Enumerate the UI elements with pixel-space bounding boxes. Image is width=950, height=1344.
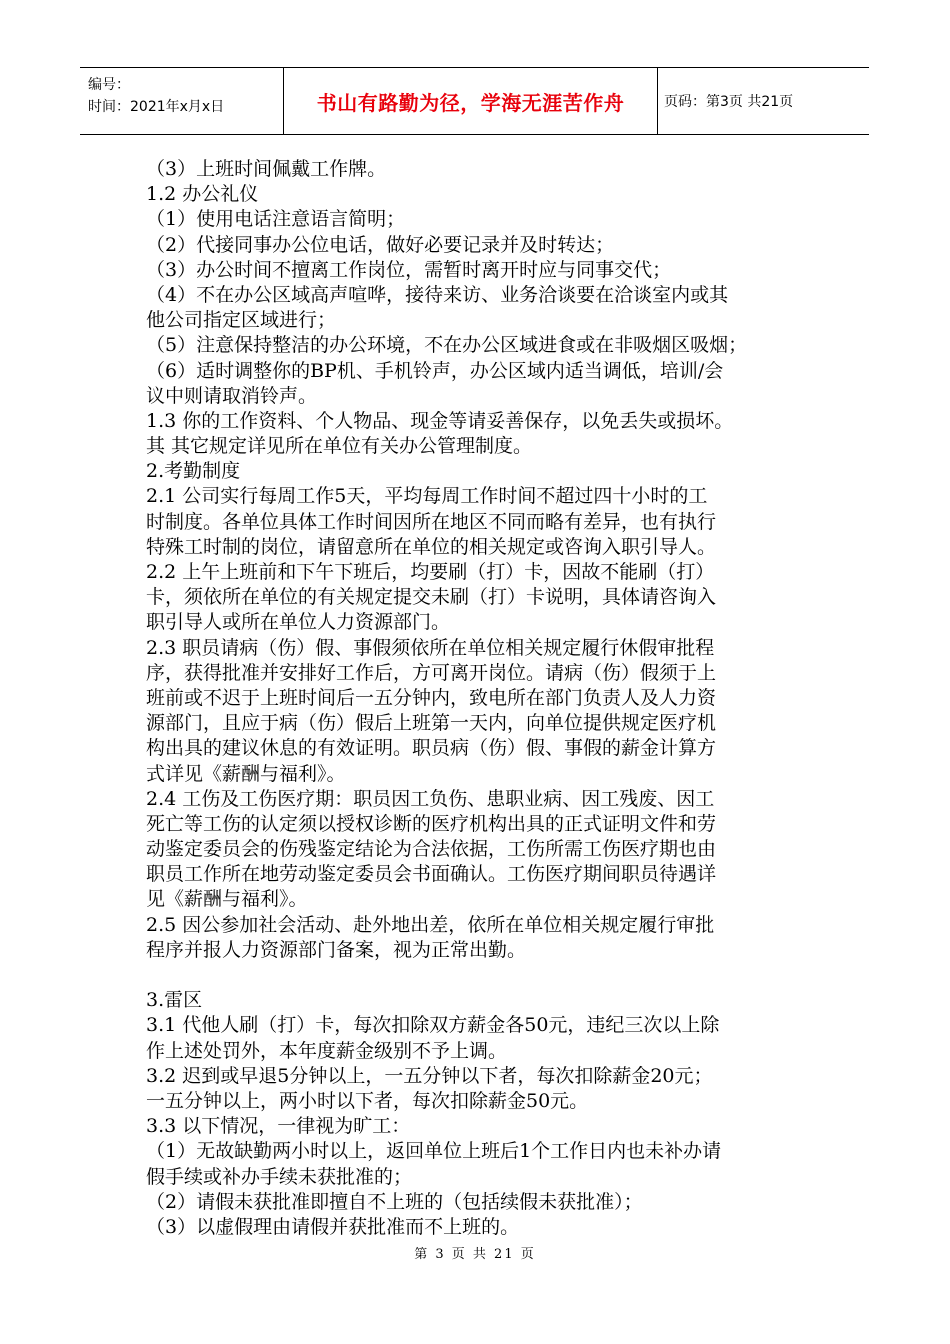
body-line: 他公司指定区域进行； [146, 309, 337, 332]
body-line: 职引导人或所在单位人力资源部门。 [146, 611, 451, 634]
body-line: （6）适时调整你的BP机、手机铃声，办公区域内适当调低，培训/会 [146, 359, 724, 382]
header-page-info: 页码：第3页 共21页 [664, 94, 794, 110]
body-line: 3.雷区 [146, 989, 203, 1012]
body-line: 3.1 代他人刷（打）卡，每次扣除双方薪金各50元，违纪三次以上除 [146, 1014, 720, 1037]
body-line: （1）使用电话注意语言简明； [146, 208, 406, 231]
body-line: 构出具的建议休息的有效证明。职员病（伤）假、事假的薪金计算方 [146, 737, 717, 760]
document-date: 时间：2021年x月x日 [88, 99, 225, 115]
body-line: 1.2 办公礼仪 [146, 183, 259, 206]
body-line: 一五分钟以上，两小时以下者，每次扣除薪金50元。 [146, 1089, 589, 1112]
header-meta-cell [80, 68, 284, 134]
body-line: 1.3 你的工作资料、个人物品、现金等请妥善保存，以免丢失或损坏。 [146, 409, 734, 432]
body-line: 议中则请取消铃声。 [146, 384, 318, 407]
body-line: 见《薪酬与福利》。 [146, 888, 308, 911]
body-line: 程序并报人力资源部门备案，视为正常出勤。 [146, 938, 527, 961]
body-line: 卡，须依所在单位的有关规定提交未刷（打）卡说明，具体请咨询入 [146, 586, 717, 609]
body-line: 2.3 职员请病（伤）假、事假须依所在单位相关规定履行休假审批程 [146, 636, 715, 659]
body-line: 作上述处罚外，本年度薪金级别不予上调。 [146, 1039, 508, 1062]
body-line: 班前或不迟于上班时间后一五分钟内，致电所在部门负责人及人力资 [146, 686, 717, 709]
body-line: 式详见《薪酬与福利》。 [146, 762, 346, 785]
body-line: 职员工作所在地劳动鉴定委员会书面确认。工伤医疗期间职员待遇详 [146, 863, 717, 886]
body-line: 动鉴定委员会的伤残鉴定结论为合法依据，工伤所需工伤医疗期也由 [146, 838, 717, 861]
body-line: （3）上班时间佩戴工作牌。 [146, 158, 387, 180]
body-line: （5）注意保持整洁的办公环境，不在办公区域进食或在非吸烟区吸烟； [146, 334, 748, 357]
document-number-label: 编号： [88, 77, 130, 93]
body-line: （4）不在办公区域高声喧哗，接待来访、业务洽谈要在洽谈室内或其 [146, 283, 729, 306]
body-line: 2.1 公司实行每周工作5天，平均每周工作时间不超过四十小时的工 [146, 485, 708, 508]
body-line: （3）以虚假理由请假并获批准而不上班的。 [146, 1215, 520, 1238]
body-line: （3）办公时间不擅离工作岗位，需暂时离开时应与同事交代； [146, 258, 672, 281]
body-line: （2）代接同事办公位电话，做好必要记录并及时转达； [146, 233, 615, 256]
body-line: 2.2 上午上班前和下午下班后，均要刷（打）卡，因故不能刷（打） [146, 561, 715, 583]
body-line: 3.2 迟到或早退5分钟以上，一五分钟以下者，每次扣除薪金20元； [146, 1064, 713, 1087]
body-line: 时制度。各单位具体工作时间因所在地区不同而略有差异，也有执行 [146, 510, 717, 533]
blank-line [146, 963, 810, 988]
body-line: 特殊工时制的岗位，请留意所在单位的相关规定或咨询入职引导人。 [146, 535, 717, 558]
body-line: 2.5 因公参加社会活动、赴外地出差，依所在单位相关规定履行审批 [146, 913, 715, 936]
body-line: 假手续或补办手续未获批准的； [146, 1165, 413, 1188]
document-body [146, 157, 810, 1240]
body-line: 死亡等工伤的认定须以授权诊断的医疗机构出具的正式证明文件和劳 [146, 812, 717, 835]
body-line: （2）请假未获批准即擅自不上班的（包括续假未获批准）； [146, 1190, 643, 1213]
page-footer: 第 3 页 共 21 页 [414, 1247, 536, 1262]
body-line: 2.考勤制度 [146, 460, 241, 483]
body-line: 其 其它规定详见所在单位有关办公管理制度。 [146, 435, 533, 458]
page-header [80, 67, 869, 135]
body-line: 2.4 工伤及工伤医疗期：职员因工负伤、患职业病、因工残废、因工 [146, 787, 715, 810]
body-line: 3.3 以下情况，一律视为旷工： [146, 1115, 411, 1138]
body-line: （1）无故缺勤两小时以上，返回单位上班后1个工作日内也未补办请 [146, 1140, 722, 1163]
body-line: 源部门，且应于病（伤）假后上班第一天内，向单位提供规定医疗机 [146, 712, 717, 735]
header-motto: 书山有路勤为径，学海无涯苦作舟 [284, 68, 658, 134]
body-line: 序，获得批准并安排好工作后，方可离开岗位。请病（伤）假须于上 [146, 661, 717, 684]
